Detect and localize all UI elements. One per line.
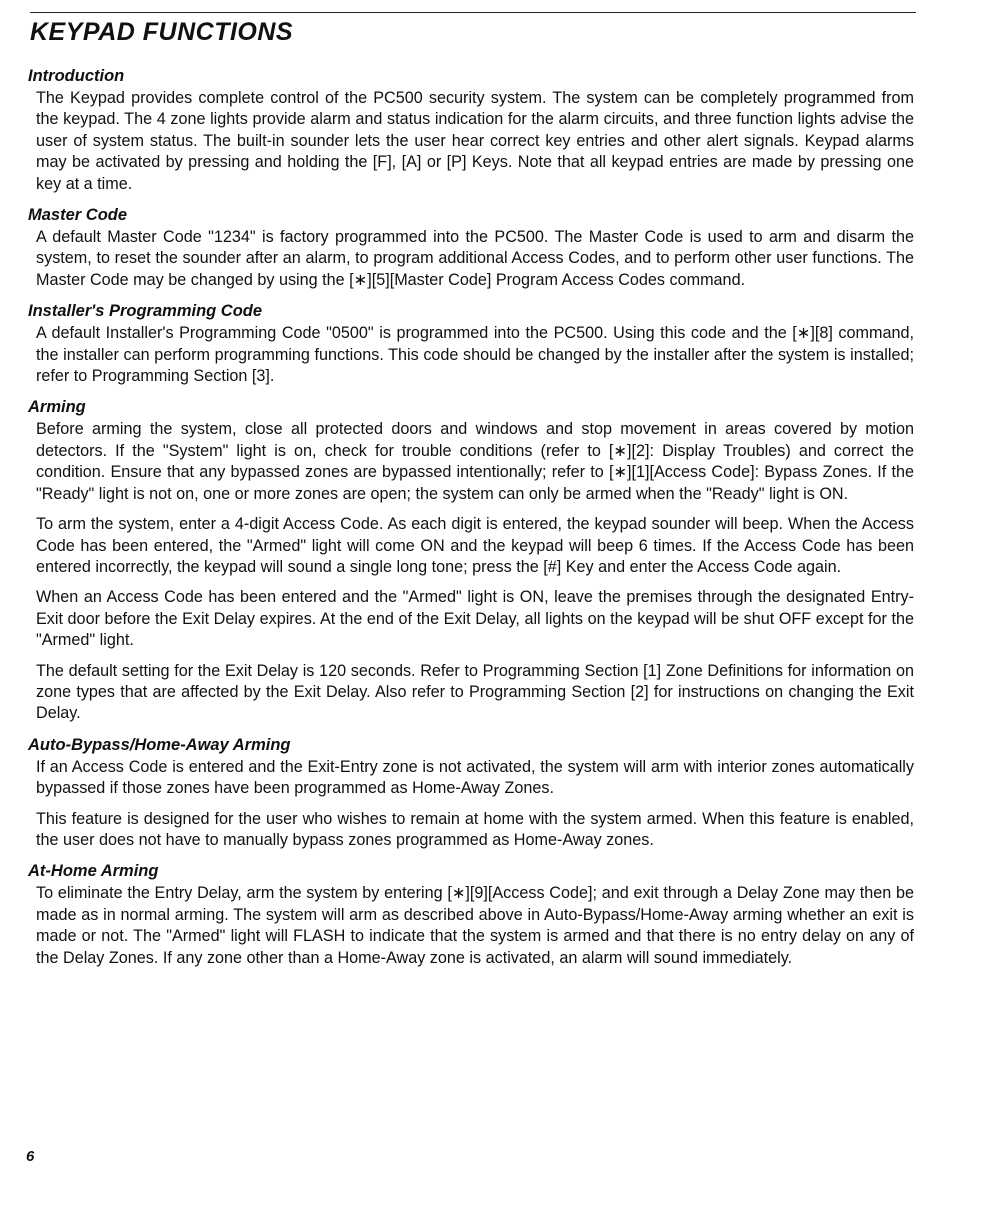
page-title: KEYPAD FUNCTIONS <box>30 18 294 46</box>
section-heading: Introduction <box>28 67 125 85</box>
section-auto-bypass-home-away-arming <box>28 735 914 852</box>
section-master-code <box>28 205 914 291</box>
paragraph: To eliminate the Entry Delay, arm the system by entering [∗][9][Access Code]; and exit through a Delay Zone may then be made as in normal arming. The system will arm as described above in Auto-Bypass/Home-Away arming whether an exit is made or not. The "Armed" light will FLASH to indicate that the system is armed and that there is no entry delay on any of the Delay Zones. If any zone other than a Home-Away zone is activated, an alarm will sound immediately. <box>36 884 914 967</box>
paragraph: A default Master Code "1234" is factory programmed into the PC500. The Master Code is used to arm and disarm the system, to reset the sounder after an alarm, to program additional Access Codes, and to perform other user functions. The Master Code may be changed by using the [∗][5][Master Code] Program Access Codes command. <box>36 228 914 289</box>
paragraph: The Keypad provides complete control of the PC500 security system. The system can be completely programmed from the keypad. The 4 zone lights provide alarm and status indication for the alarm circuits, and three function lights advise the user of system status. The built-in sounder lets the user hear correct key entries and other alert signals. Keypad alarms may be activated by pressing and holding the [F], [A] or [P] Keys. Note that all keypad entries are made by pressing one key at a time. <box>36 89 914 193</box>
document-body <box>28 66 914 979</box>
section-arming <box>28 397 914 724</box>
paragraph: When an Access Code has been entered and the "Armed" light is ON, leave the premises through the designated Entry-Exit door before the Exit Delay expires. At the end of the Exit Delay, all lights on the keypad will be shut OFF except for the "Armed" light. <box>36 588 914 650</box>
top-rule <box>30 12 916 13</box>
paragraph: The default setting for the Exit Delay is 120 seconds. Refer to Programming Section [1] Zone Definitions for information on zone types that are affected by the Exit Delay. Also refer to Programming Section [2] for instructions on changing the Exit Delay. <box>36 661 914 723</box>
paragraph: If an Access Code is entered and the Exit-Entry zone is not activated, the system will arm with interior zones automatically bypassed if those zones have been programmed as Home-Away Zones. <box>36 757 914 798</box>
section-installers-programming-code <box>28 301 914 387</box>
section-heading: Auto-Bypass/Home-Away Arming <box>28 735 291 754</box>
paragraph: This feature is designed for the user who wishes to remain at home with the system armed. When this feature is enabled, the user does not have to manually bypass zones programmed as Home-Away zones. <box>36 809 914 849</box>
page-number: 6 <box>26 1148 35 1165</box>
paragraph: Before arming the system, close all protected doors and windows and stop movement in areas covered by motion detectors. If the "System" light is on, check for trouble conditions (refer to [∗][2]: Display Troubles) and correct the condition. Ensure that any bypassed zones are bypassed intentionally; refer to [∗][1][Access Code]: Bypass Zones. If the "Ready" light is not on, one or more zones are open; the system can only be armed when the "Ready" light is ON. <box>36 420 914 503</box>
section-heading: Arming <box>28 398 86 417</box>
paragraph: A default Installer's Programming Code "0500" is programmed into the PC500. Using this code and the [∗][8] command, the installer can perform programming functions. This code should be changed by the installer after the system is installed; refer to Programming Section [3]. <box>36 324 914 386</box>
section-heading: At-Home Arming <box>28 862 159 881</box>
section-at-home-arming <box>28 861 914 969</box>
section-introduction <box>28 66 914 195</box>
section-heading: Installer's Programming Code <box>28 302 263 321</box>
section-heading: Master Code <box>28 206 128 225</box>
paragraph: To arm the system, enter a 4-digit Access Code. As each digit is entered, the keypad sounder will beep. When the Access Code has been entered, the "Armed" light will come ON and the keypad will beep 6 times. If the Access Code has been entered incorrectly, the keypad will sound a single long tone; press the [#] Key and enter the Access Code again. <box>36 515 914 576</box>
